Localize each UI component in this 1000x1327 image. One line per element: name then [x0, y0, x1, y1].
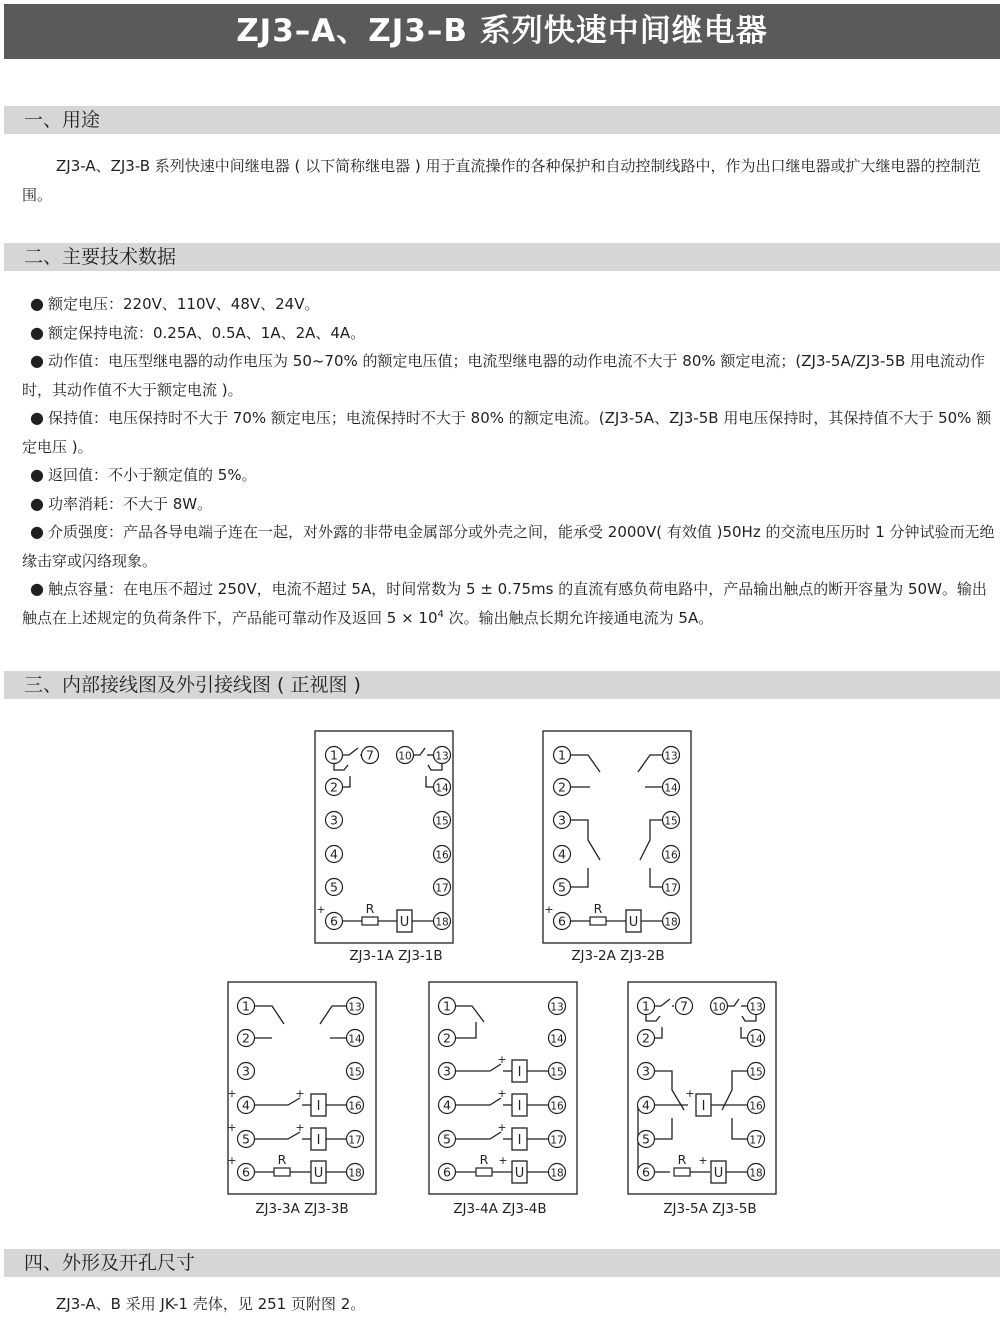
terminal-label: 13 — [664, 750, 678, 763]
diagram-caption: ZJ3-4A ZJ3-4B — [453, 1201, 547, 1217]
polarity-plus: + — [497, 1121, 507, 1134]
diagram-caption: ZJ3-3A ZJ3-3B — [255, 1201, 349, 1217]
terminal-label: 3 — [242, 1063, 250, 1079]
resistor — [590, 917, 606, 925]
terminal-label: 5 — [242, 1131, 250, 1147]
terminal-label: 18 — [348, 1167, 362, 1180]
terminal-label: 6 — [242, 1164, 250, 1180]
coil-label: I — [316, 1099, 321, 1114]
resistor-label: R — [277, 1152, 287, 1167]
terminal-label: 14 — [749, 1033, 763, 1046]
polarity-plus: + — [685, 1087, 695, 1100]
polarity-plus: + — [295, 1121, 305, 1134]
bullet-icon: ● — [30, 294, 44, 313]
terminal-label: 17 — [664, 882, 678, 895]
resistor — [362, 917, 378, 925]
terminal-label: 1 — [443, 998, 451, 1014]
spec-item-text: 保持值：电压保持时不大于 70% 额定电压；电流保持时不大于 80% 的额定电流。(ZJ3-5A、ZJ3-5B 用电压保持时，其保持值不大于 50% 额定电压 )。 — [22, 409, 992, 456]
terminal-label: 2 — [242, 1030, 250, 1046]
terminal-label: 4 — [558, 846, 566, 862]
polarity-plus: + — [227, 1087, 237, 1100]
terminal-label: 6 — [330, 913, 338, 929]
terminal-label: 1 — [330, 747, 338, 763]
terminal-label: 15 — [348, 1066, 362, 1079]
terminal-label: 1 — [642, 998, 650, 1014]
polarity-plus: + — [316, 903, 326, 916]
section-shape-header — [4, 1249, 1000, 1277]
bullet-icon: ● — [30, 522, 44, 541]
terminal-label: 14 — [348, 1033, 362, 1046]
terminal-label: 7 — [680, 998, 688, 1014]
resistor-label: R — [593, 901, 603, 916]
resistor — [274, 1168, 290, 1176]
terminal-label: 18 — [749, 1167, 763, 1180]
spec-item-text: 功率消耗：不大于 8W。 — [48, 494, 213, 513]
terminal-label: 5 — [558, 879, 566, 895]
terminal-label: 1 — [558, 747, 566, 763]
spec-item-text: 额定保持电流：0.25A、0.5A、1A、2A、4A。 — [48, 323, 366, 342]
polarity-plus: + — [498, 1154, 508, 1167]
terminal-label: 16 — [348, 1100, 362, 1113]
coil-label: I — [701, 1099, 706, 1114]
coil-label: U — [628, 915, 639, 930]
terminal-label: 5 — [330, 879, 338, 895]
spec-item-text-b: 次。输出触点长期允许接通电流为 5A。 — [443, 608, 714, 627]
terminal-label: 4 — [330, 846, 338, 862]
terminal-label: 5 — [642, 1131, 650, 1147]
polarity-plus: + — [698, 1154, 708, 1167]
purpose-text: ZJ3-A、ZJ3-B 系列快速中间继电器 ( 以下简称继电器 ) 用于直流操作的各种保护和自动控制线路中，作为出口继电器或扩大继电器的控制范围。 — [22, 157, 981, 204]
terminal-label: 6 — [642, 1164, 650, 1180]
terminal-label: 15 — [550, 1066, 564, 1079]
terminal-label: 1 — [242, 998, 250, 1014]
diagram-caption: ZJ3-1A ZJ3-1B — [349, 948, 443, 964]
terminal-label: 13 — [749, 1001, 763, 1014]
terminal-label: 17 — [348, 1134, 362, 1147]
terminal-label: 6 — [558, 913, 566, 929]
terminal-label: 18 — [435, 916, 449, 929]
bullet-icon: ● — [30, 579, 44, 598]
section-specs-heading: 二、主要技术数据 — [24, 246, 177, 268]
terminal-label: 2 — [642, 1030, 650, 1046]
polarity-plus: + — [497, 1053, 507, 1066]
terminal-label: 10 — [712, 1001, 726, 1014]
terminal-label: 16 — [664, 849, 678, 862]
resistor — [476, 1168, 492, 1176]
bullet-icon: ● — [30, 493, 44, 513]
polarity-plus: + — [497, 1087, 507, 1100]
terminal-label: 3 — [443, 1063, 451, 1079]
terminal-label: 13 — [348, 1001, 362, 1014]
section-shape-heading: 四、外形及开孔尺寸 — [24, 1252, 196, 1274]
page-title: ZJ3–A、ZJ3–B 系列快速中间继电器 — [236, 13, 768, 49]
coil-label: I — [517, 1065, 522, 1080]
coil-label: I — [316, 1133, 321, 1148]
terminal-label: 13 — [550, 1001, 564, 1014]
terminal-label: 17 — [749, 1134, 763, 1147]
bullet-icon: ● — [30, 408, 44, 427]
resistor-label: R — [677, 1152, 687, 1167]
terminal-label: 7 — [366, 747, 374, 763]
spec-item-text: 动作值：电压型继电器的动作电压为 50~70% 的额定电压值；电流型继电器的动作电流不大于 80% 额定电流；(ZJ3-5A/ZJ3-5B 用电流动作时，其动作值不大于额定电流 )。 — [22, 352, 986, 399]
terminal-label: 16 — [435, 849, 449, 862]
diagram-caption: ZJ3-5A ZJ3-5B — [663, 1201, 757, 1217]
bullet-icon: ● — [30, 465, 44, 484]
section-purpose-heading: 一、用途 — [24, 109, 101, 131]
coil-label: I — [517, 1099, 522, 1114]
coil-label: U — [514, 1166, 525, 1181]
coil-label: U — [399, 915, 410, 930]
terminal-label: 2 — [558, 779, 566, 795]
polarity-plus: + — [544, 903, 554, 916]
terminal-label: 10 — [398, 750, 412, 763]
polarity-plus: + — [295, 1087, 305, 1100]
diagram-caption: ZJ3-2A ZJ3-2B — [571, 948, 665, 964]
terminal-label: 18 — [664, 916, 678, 929]
terminal-label: 4 — [642, 1097, 650, 1113]
terminal-label: 13 — [435, 750, 449, 763]
spec-item-text-a: 触点容量：在电压不超过 250V，电流不超过 5A，时间常数为 5 ± 0.75ms 的直流有感负荷电路中，产品输出触点的断开容量为 50W。输出触点在上述规定的负荷条件下，产品能可靠动作及返回 5 × 10 — [22, 580, 987, 627]
bullet-icon: ● — [30, 351, 44, 370]
coil-label: I — [517, 1133, 522, 1148]
terminal-label: 6 — [443, 1164, 451, 1180]
terminal-label: 15 — [435, 815, 449, 828]
spec-item-sup: 4 — [437, 608, 444, 620]
terminal-label: 14 — [435, 782, 449, 795]
terminal-label: 15 — [664, 815, 678, 828]
polarity-plus: + — [227, 1154, 237, 1167]
terminal-label: 4 — [443, 1097, 451, 1113]
resistor-label: R — [365, 901, 375, 916]
shape-text: ZJ3-A、B 采用 JK-1 壳体，见 251 页附图 2。 — [56, 1295, 366, 1313]
terminal-label: 2 — [330, 779, 338, 795]
coil-label: U — [713, 1166, 724, 1181]
terminal-label: 3 — [558, 812, 566, 828]
terminal-label: 17 — [435, 882, 449, 895]
terminal-label: 17 — [550, 1134, 564, 1147]
coil-label: U — [313, 1166, 324, 1181]
resistor-label: R — [479, 1152, 489, 1167]
terminal-label: 4 — [242, 1097, 250, 1113]
polarity-plus: + — [227, 1121, 237, 1134]
spec-item-text: 返回值：不小于额定值的 5%。 — [48, 466, 257, 484]
spec-item-text: 额定电压：220V、110V、48V、24V。 — [48, 295, 320, 313]
terminal-label: 15 — [749, 1066, 763, 1079]
terminal-label: 16 — [550, 1100, 564, 1113]
terminal-label: 3 — [330, 812, 338, 828]
spec-item-text: 介质强度：产品各导电端子连在一起，对外露的非带电金属部分或外壳之间，能承受 2000V( 有效值 )50Hz 的交流电压历时 1 分钟试验而无绝缘击穿或闪络现象。 — [22, 523, 995, 570]
bullet-icon: ● — [30, 322, 44, 342]
terminal-label: 16 — [749, 1100, 763, 1113]
resistor — [674, 1168, 690, 1176]
terminal-label: 2 — [443, 1030, 451, 1046]
section-wiring-heading: 三、内部接线图及外引接线图 ( 正视图 ) — [24, 674, 361, 696]
terminal-label: 3 — [642, 1063, 650, 1079]
terminal-label: 5 — [443, 1131, 451, 1147]
terminal-label: 14 — [550, 1033, 564, 1046]
terminal-label: 14 — [664, 782, 678, 795]
terminal-label: 18 — [550, 1167, 564, 1180]
